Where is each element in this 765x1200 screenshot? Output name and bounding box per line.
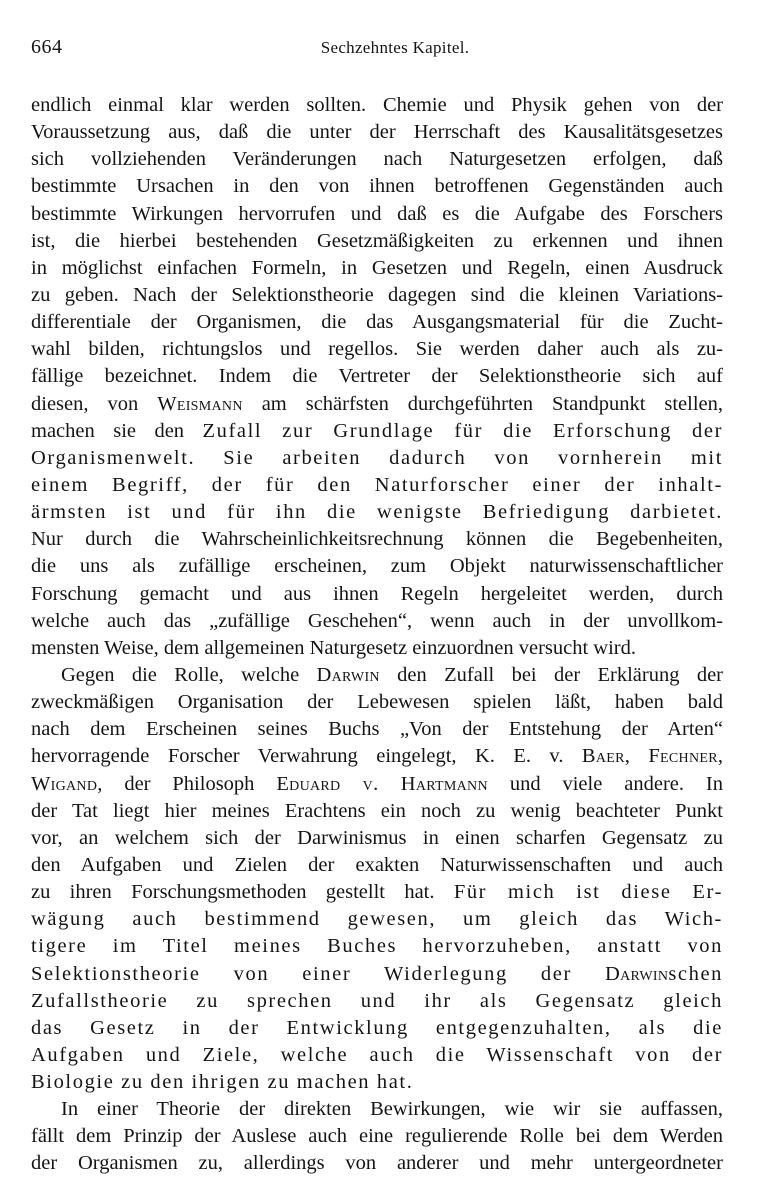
- text-segment: den Aufgaben und Zielen der exakten Naturwissenschaften und auch: [31, 853, 723, 876]
- text-line: [31, 581, 723, 608]
- text-segment: der Organismen zu, allerdings von anderer und mehr untergeordneter: [31, 1152, 723, 1175]
- text-line: [31, 825, 723, 852]
- text-segment: endlich einmal klar werden sollten. Chemie und Physik gehen von der: [31, 94, 723, 116]
- text-line: [31, 499, 723, 526]
- spaced-emphasis: Biologie zu den ihrigen zu machen hat.: [31, 1071, 414, 1094]
- text-segment: sich vollziehenden Veränderungen nach Naturgesetzen erfolgen, daß: [31, 148, 723, 171]
- text-line: [31, 472, 723, 499]
- spaced-emphasis: Zufall zur Grundlage für die Erforschung der: [202, 419, 723, 442]
- page-number: 664: [31, 36, 63, 58]
- text-line: [31, 255, 723, 282]
- text-segment: fällt dem Prinzip der Auslese auch eine regulierende Rolle bei dem Werden: [31, 1125, 723, 1148]
- spaced-emphasis: einem Begriff, der für den Naturforscher einer der inhalt-: [31, 473, 723, 496]
- text-line: [31, 173, 723, 200]
- text-line: [31, 798, 723, 825]
- text-segment: den Zufall bei der Erklärung der: [379, 663, 723, 686]
- text-line: [31, 526, 723, 553]
- text-line: [31, 988, 723, 1015]
- text-line: [31, 771, 723, 798]
- text-line: [31, 1015, 723, 1042]
- spaced-emphasis: das Gesetz in der Entwicklung entgegenzuhalten, als die: [31, 1016, 723, 1039]
- spaced-emphasis: Organismenwelt. Sie arbeiten dadurch von vornherein mit: [31, 446, 723, 469]
- name-smallcaps: Eduard v. Hartmann: [276, 772, 488, 795]
- spaced-emphasis: ärmsten ist und für ihn die wenigste Befriedigung darbietet.: [31, 501, 723, 524]
- name-smallcaps: Weismann: [157, 392, 243, 415]
- text-segment: ist, die hierbei bestehenden Gesetzmäßigkeiten zu erkennen und ihnen: [31, 229, 723, 252]
- name-smallcaps: Baer: [581, 745, 625, 768]
- text-segment: wahl bilden, richtungslos und regellos. Sie werden daher auch als zu-: [31, 338, 723, 361]
- text-segment: ,: [717, 745, 723, 768]
- text-line: [31, 391, 723, 418]
- text-line: [31, 309, 723, 336]
- text-line: [31, 228, 723, 255]
- text-segment: bestimmte Ursachen in den von ihnen betroffenen Gegenständen auch: [31, 175, 723, 198]
- spaced-emphasis: tigere im Titel meines Buches hervorzuheben, anstatt von: [31, 935, 723, 958]
- text-line: [31, 1069, 723, 1096]
- text-line: [31, 119, 723, 146]
- text-line: [31, 716, 723, 743]
- name-smallcaps: Fechner: [648, 745, 718, 768]
- spaced-emphasis: Aufgaben und Ziele, welche auch die Wissenschaft von der: [31, 1043, 723, 1066]
- text-line: [31, 445, 723, 472]
- text-segment: differentiale der Organismen, die das Ausgangsmaterial für die Zucht-: [31, 311, 723, 334]
- text-segment: zu ihren Forschungsmethoden gestellt hat.: [31, 881, 454, 904]
- text-line: [31, 743, 723, 770]
- text-segment: zu geben. Nach der Selektionstheorie dagegen sind die kleinen Variations-: [31, 283, 723, 306]
- spaced-emphasis: schen: [668, 962, 723, 985]
- text-segment: in möglichst einfachen Formeln, in Gesetzen und Regeln, einen Ausdruck: [31, 256, 723, 279]
- text-line: [31, 608, 723, 635]
- spaced-emphasis: Zufallstheorie zu sprechen und ihr als Gegensatz gleich: [31, 989, 723, 1012]
- text-segment: der Tat liegt hier meines Erachtens ein noch zu wenig beachteter Punkt: [31, 799, 723, 822]
- text-line: [31, 1150, 723, 1177]
- body-text: [31, 92, 723, 1178]
- running-head: Sechzehntes Kapitel.: [320, 38, 470, 57]
- spaced-emphasis: wägung auch bestimmend gewesen, um gleich das Wich-: [31, 908, 723, 931]
- text-segment: In einer Theorie der direkten Bewirkungen, wie wir sie auffassen,: [61, 1098, 723, 1121]
- text-line: [31, 1123, 723, 1150]
- text-line: [31, 662, 723, 689]
- text-segment: zweckmäßigen Organisation der Lebewesen spielen läßt, haben bald: [31, 691, 723, 714]
- text-line: [31, 933, 723, 960]
- text-line: [31, 1096, 723, 1123]
- text-segment: fällige bezeichnet. Indem die Vertreter der Selektionstheorie sich auf: [31, 365, 723, 388]
- text-line: [31, 1042, 723, 1069]
- text-segment: und viele andere. In: [487, 772, 723, 795]
- text-segment: hervorragende Forscher Verwahrung eingelegt, K. E. v.: [31, 745, 582, 768]
- text-line: [31, 201, 723, 228]
- spaced-emphasis: Für mich ist diese Er-: [453, 881, 723, 904]
- text-line: [31, 282, 723, 309]
- text-line: [31, 418, 723, 445]
- text-line: [31, 146, 723, 173]
- text-line: [31, 635, 723, 662]
- text-segment: Forschung gemacht und aus ihnen Regeln hergeleitet werden, durch: [31, 582, 723, 605]
- name-smallcaps: Wigand: [31, 772, 98, 795]
- text-line: [31, 852, 723, 879]
- text-line: [31, 961, 723, 988]
- text-segment: Nur durch die Wahrscheinlichkeitsrechnung können die Begebenheiten,: [31, 528, 723, 551]
- text-line: [31, 336, 723, 363]
- text-segment: Voraussetzung aus, daß die unter der Herrschaft des Kausalitätsgesetzes: [31, 121, 723, 144]
- text-segment: nach dem Erscheinen seines Buchs „Von der Entstehung der Arten“: [31, 718, 723, 741]
- spaced-emphasis: Selektionstheorie von einer Widerlegung der: [31, 962, 606, 985]
- text-line: [31, 689, 723, 716]
- text-segment: bestimmte Wirkungen hervorrufen und daß es die Aufgabe des Forschers: [31, 202, 723, 225]
- text-segment: ,: [624, 745, 649, 768]
- text-segment: Gegen die Rolle, welche: [61, 663, 317, 686]
- text-segment: welche auch das „zufällige Geschehen“, wenn auch in der unvollkom-: [31, 609, 723, 632]
- text-segment: mensten Weise, dem allgemeinen Naturgesetz einzuordnen versucht wird.: [31, 636, 636, 659]
- page-header: [31, 36, 729, 66]
- text-line: [31, 92, 723, 119]
- text-line: [31, 363, 723, 390]
- text-line: [31, 553, 723, 580]
- text-segment: machen sie den: [31, 419, 203, 442]
- name-smallcaps: Darwin: [605, 962, 669, 985]
- text-line: [31, 879, 723, 906]
- text-segment: am schärfsten durchgeführten Standpunkt stellen,: [242, 392, 723, 415]
- text-line: [31, 906, 723, 933]
- name-smallcaps: Darwin: [316, 663, 380, 686]
- text-segment: die uns als zufällige erscheinen, zum Objekt naturwissenschaftlicher: [31, 555, 723, 578]
- text-segment: diesen, von: [31, 392, 158, 415]
- text-segment: , der Philosoph: [97, 772, 277, 795]
- text-segment: vor, an welchem sich der Darwinismus in einen scharfen Gegensatz zu: [31, 826, 723, 849]
